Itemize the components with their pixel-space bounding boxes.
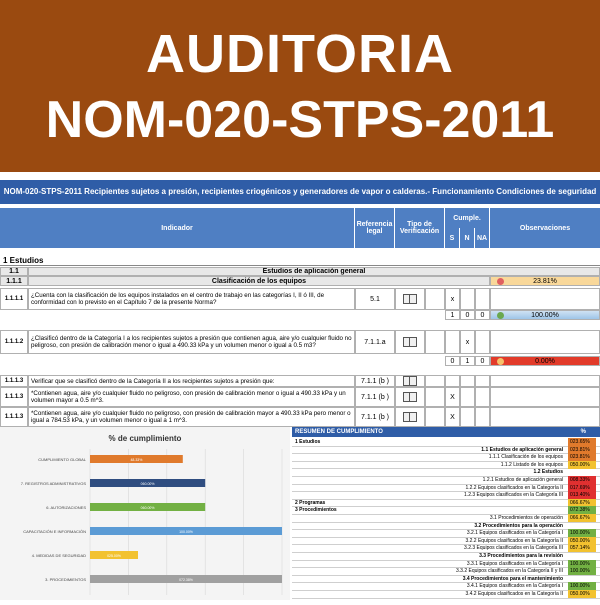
observaciones-cell[interactable] [490, 330, 600, 354]
summary-row-value: 057.14% [568, 544, 596, 552]
summary-row-value: 100.00% [568, 567, 596, 575]
data-label: 060.00% [140, 506, 155, 510]
summary-title: RESUMEN DE CUMPLIMIENTO [295, 429, 383, 435]
total-na: 0 [475, 356, 490, 366]
sub111-num: 1.1.1 [0, 276, 28, 286]
sub111-label: Clasificación de los equipos [28, 276, 490, 286]
verification-cell [395, 288, 425, 310]
title-banner [0, 0, 600, 172]
empty-cell [425, 330, 445, 354]
checklist-sheet [0, 172, 600, 427]
summary-row-value: 023.81% [568, 453, 596, 461]
check-s[interactable] [445, 375, 460, 387]
sheet-title: NOM-020-STPS-2011 Recipientes sujetos a presión, recipientes criogénicos y generadores de vapor o calderas.- Funcionamiento Condiciones de seguridad [0, 180, 600, 204]
empty-cell [425, 387, 445, 407]
header-observaciones: Observaciones [490, 208, 600, 248]
item-num: 1.1.1.1 [0, 288, 28, 310]
summary-row-label: 2 Programas [295, 499, 326, 506]
table-row [0, 375, 600, 387]
summary-pct-header: % [580, 429, 586, 435]
total-n: 0 [460, 310, 475, 320]
summary-row-label: 1 Estudios [295, 439, 321, 445]
table-row [0, 330, 600, 354]
item-text: ¿Clasificó dentro de la Categoría I a los recipientes sujetos a presión que contienen agua, aire y/o cualquier fluido no peligroso, con presión de calibración menor o igual a 490.33 kPa y un volumen menor o igual a 0.5 m3? [28, 330, 355, 354]
check-na[interactable] [475, 288, 490, 310]
summary-row-label: 3.2 Procedimientos para la operación [474, 522, 563, 529]
summary-row-label: 1.2.2 Equipos clasificados en la Categoría II [465, 484, 563, 491]
summary-row-value: 100.00% [568, 560, 596, 568]
sub111-row [0, 276, 600, 286]
status-yellow-icon [497, 358, 504, 365]
item-num: 1.1.1.3 [0, 407, 28, 427]
spacer [0, 310, 445, 320]
empty-cell [425, 375, 445, 387]
check-s[interactable]: X [445, 387, 460, 407]
totals-row [0, 356, 600, 366]
empty-cell [425, 288, 445, 310]
summary-row-label: 3.4.1 Equipos clasificados en la Categoría I [466, 583, 563, 590]
table-row [0, 288, 600, 310]
data-label: 48.33% [130, 458, 143, 462]
summary-row-label: 3.2.3 Equipos clasificados en la Categoría III [464, 545, 563, 552]
header-n: N [460, 228, 475, 248]
summary-row-value: 017.69% [568, 484, 596, 492]
summary-row-label: 1.2 Estudios [533, 469, 563, 476]
summary-row-label: 3.2.1 Equipos clasificados en la Categoría I [466, 530, 563, 537]
observaciones-cell[interactable] [490, 407, 600, 427]
total-pct: 0.00% [535, 357, 555, 365]
sub11-num: 1.1 [0, 267, 28, 276]
verification-cell [395, 407, 425, 427]
summary-row-label: 1.1.1 Clasificación de los equipos [488, 454, 563, 461]
total-pct-cell [490, 310, 600, 320]
total-pct: 100.00% [531, 311, 559, 319]
table-row [0, 407, 600, 427]
summary-row-label: 1.2.1 Estudios de aplicación general [482, 477, 563, 483]
check-s[interactable] [445, 330, 460, 354]
status-red-icon [497, 278, 504, 285]
observaciones-cell[interactable] [490, 387, 600, 407]
data-label: 072.38% [179, 578, 193, 582]
summary-row-label: 3.3.2 Equipos clasificados en la Categoría II y III [455, 568, 563, 575]
summary-row-label: 3.4.2 Equipos clasificados en la Categoría II [465, 591, 563, 597]
empty-cell [425, 407, 445, 427]
book-icon[interactable] [403, 337, 417, 347]
data-label: 025.00% [107, 554, 121, 558]
header-na: NA [475, 228, 490, 248]
item-ref: 5.1 [355, 288, 395, 310]
sub111-pct: 23.81% [533, 277, 557, 285]
banner-title-line1: AUDITORIA [145, 24, 454, 84]
summary-row-value: 050.00% [568, 590, 596, 598]
total-na: 0 [475, 310, 490, 320]
summary-row-label: 3.4 Procedimientos para el mantenimiento [462, 575, 563, 582]
check-s[interactable]: X [445, 407, 460, 427]
summary-panel [292, 427, 600, 600]
summary-row-value: 066.67% [568, 514, 596, 522]
summary-row-value: 066.67% [568, 499, 596, 507]
section-row [0, 256, 600, 266]
category-label: 6. AUTORIZACIONES [46, 505, 86, 510]
total-s: 1 [445, 310, 460, 320]
summary-row-value: 050.00% [568, 461, 596, 469]
summary-row-label: 3.2.2 Equipos clasificados en la Categoría II [465, 537, 563, 544]
summary-row-label: 3.3 Procedimientos para la revisión [479, 553, 563, 559]
check-n[interactable] [460, 387, 475, 407]
book-icon[interactable] [403, 294, 417, 304]
summary-header [292, 427, 600, 437]
category-label: 4. MEDIDAS DE SEGURIDAD [31, 553, 86, 558]
category-label: 3. PROCEDIMIENTOS [45, 577, 86, 582]
check-n[interactable] [460, 407, 475, 427]
item-text: ¿Cuenta con la clasificación de los equipos instalados en el centro de trabajo en las categorías I, II ó III, de conformidad con lo previsto en el Capítulo 7 de la presente Norma? [28, 288, 355, 310]
item-ref: 7.1.1 (b ) [355, 387, 395, 407]
data-label: 060.00% [140, 482, 155, 486]
status-green-icon [497, 312, 504, 319]
header-tipo: Tipo de Verificación [395, 208, 445, 248]
summary-row-value: 050.00% [568, 537, 596, 545]
summary-row-label: 3.3.1 Equipos clasificados en la Categoría I [466, 560, 563, 567]
compliance-chart [0, 427, 290, 600]
header-s: S [445, 228, 460, 248]
total-pct-cell [490, 356, 600, 366]
compliance-chart-panel [0, 427, 290, 600]
verification-cell [395, 375, 425, 387]
header-cumple: Cumple. [445, 208, 490, 228]
book-icon[interactable] [403, 392, 417, 402]
total-s: 0 [445, 356, 460, 366]
verification-cell [395, 387, 425, 407]
item-num: 1.1.1.2 [0, 330, 28, 354]
category-label: 7. REGISTROS ADMINISTRATIVOS [20, 481, 86, 486]
summary-row-label: 1.2.3 Equipos clasificados en la Categoría III [464, 492, 563, 499]
sub11-row [0, 267, 600, 276]
item-text: *Contienen agua, aire y/o cualquier fluido no peligroso, con presión de calibración mayor a 490.33 kPa pero menor o igual a 784.53 kPa, y un volumen menor o igual a 1 m^3. [28, 407, 355, 427]
spacer [0, 356, 445, 366]
item-num: 1.1.1.3 [0, 375, 28, 387]
check-n[interactable] [460, 375, 475, 387]
summary-row-value: 100.00% [568, 529, 596, 537]
summary-row-value: 008.33% [568, 476, 596, 484]
summary-row-value: 023.81% [568, 446, 596, 454]
item-ref: 7.1.1 (b ) [355, 375, 395, 387]
header-referencia: Referencia legal [355, 208, 395, 248]
item-ref: 7.1.1.a [355, 330, 395, 354]
header-indicador: Indicador [0, 208, 355, 248]
summary-row-value: 072.38% [568, 506, 596, 514]
totals-row [0, 310, 600, 320]
item-text: Verificar que se clasificó dentro de la Categoría II a los recipientes sujetos a presión que: [28, 375, 355, 387]
summary-row-label: 3 Procedimientos [295, 507, 337, 514]
data-label: 100.00% [179, 530, 193, 534]
table-row [0, 387, 600, 407]
category-label: CUMPLIMIENTO GLOBAL [38, 457, 86, 462]
item-ref: 7.1.1 (b ) [355, 407, 395, 427]
total-n: 1 [460, 356, 475, 366]
summary-row-label: 1.1.2 Listado de los equipos [500, 461, 563, 468]
check-na[interactable] [475, 375, 490, 387]
check-n[interactable]: x [460, 330, 475, 354]
summary-row-label: 1.1 Estudios de aplicación general [481, 446, 563, 453]
category-label: CAPACITACIÓN E INFORMACIÓN [23, 529, 86, 534]
item-num: 1.1.1.3 [0, 387, 28, 407]
sub111-pct-cell [490, 276, 600, 286]
check-na[interactable] [475, 407, 490, 427]
summary-row-label: 3.1 Procedimientos de operación [489, 515, 563, 521]
verification-cell [395, 330, 425, 354]
summary-row-value: 013.40% [568, 491, 596, 499]
summary-row-value: 023.65% [568, 438, 596, 446]
summary-row-value: 100.00% [568, 582, 596, 590]
book-icon[interactable] [403, 412, 417, 422]
section-title: 1 Estudios [0, 256, 600, 266]
check-na[interactable] [475, 387, 490, 407]
check-na[interactable] [475, 330, 490, 354]
item-text: *Contienen agua, aire y/o cualquier fluido no peligroso, con presión de calibración menor o igual a 490.33 kPa y un volumen mayor a 0.5 m^3. [28, 387, 355, 407]
banner-title-line2: NOM-020-STPS-2011 [45, 91, 555, 149]
sub11-label: Estudios de aplicación general [28, 267, 600, 276]
check-s[interactable]: x [445, 288, 460, 310]
observaciones-cell[interactable] [490, 288, 600, 310]
check-n[interactable] [460, 288, 475, 310]
summary-row [292, 590, 600, 599]
observaciones-cell[interactable] [490, 375, 600, 387]
book-icon[interactable] [403, 376, 417, 386]
chart-title: % de cumplimiento [108, 434, 182, 443]
